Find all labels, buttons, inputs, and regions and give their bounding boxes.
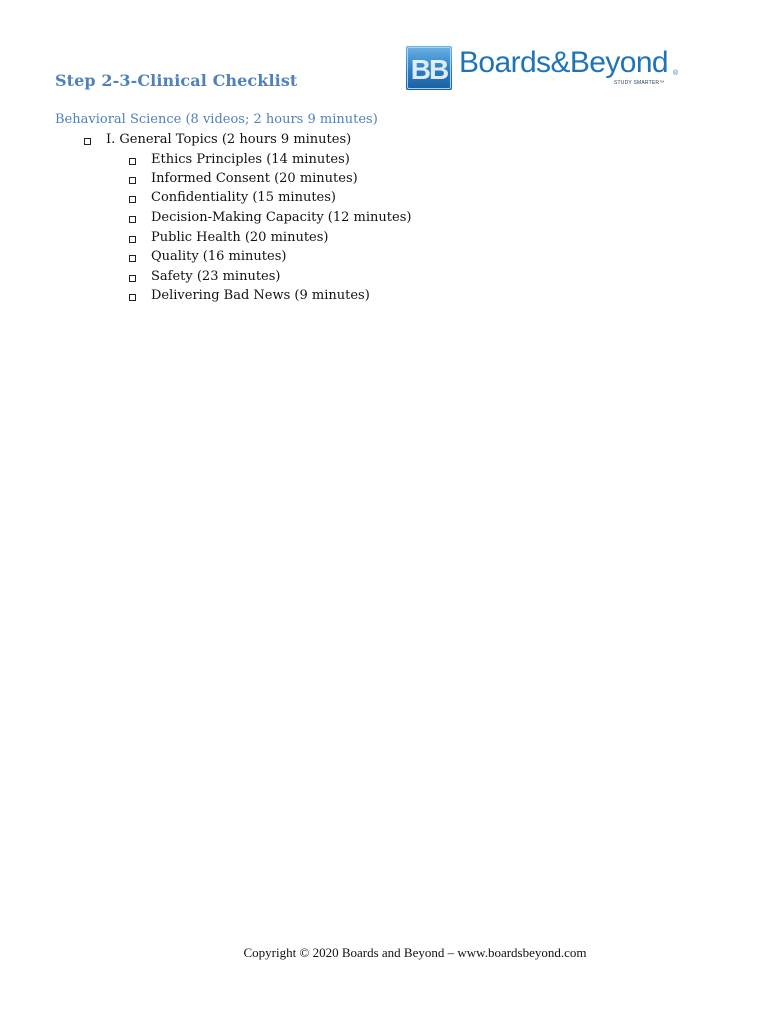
bb-logo-icon (406, 46, 452, 90)
footer-copyright: Copyright © 2020 Boards and Beyond – www.boardsbeyond.com (243, 945, 587, 960)
item-label: Informed Consent (20 minutes) (151, 171, 358, 186)
topic-label: I. General Topics (2 hours 9 minutes) (106, 132, 352, 147)
checkbox[interactable] (129, 236, 136, 243)
logo-tagline: STUDY SMARTER™ (614, 80, 665, 86)
item-label: Ethics Principles (14 minutes) (151, 152, 350, 167)
item-label: Delivering Bad News (9 minutes) (151, 288, 370, 303)
svg-text:BB: BB (410, 54, 448, 85)
checkbox[interactable] (129, 255, 136, 262)
item-label: Confidentiality (15 minutes) (151, 190, 336, 205)
checkbox[interactable] (129, 177, 136, 184)
checkbox[interactable] (129, 158, 136, 165)
item-label: Decision-Making Capacity (12 minutes) (151, 210, 412, 225)
logo-brand-text: Boards&Beyond (459, 46, 669, 79)
item-label: Safety (23 minutes) (151, 269, 281, 284)
checkbox[interactable] (84, 138, 91, 145)
section-heading: Behavioral Science (8 videos; 2 hours 9 minutes) (55, 112, 378, 127)
page-title: Step 2-3-Clinical Checklist (55, 71, 298, 90)
item-label: Quality (16 minutes) (151, 249, 287, 264)
logo-registered-mark: ® (673, 70, 679, 77)
checkbox[interactable] (129, 196, 136, 203)
checkbox[interactable] (129, 294, 136, 301)
checkbox[interactable] (129, 275, 136, 282)
boards-and-beyond-logo (406, 44, 681, 92)
checkbox[interactable] (129, 216, 136, 223)
item-label: Public Health (20 minutes) (151, 230, 329, 245)
